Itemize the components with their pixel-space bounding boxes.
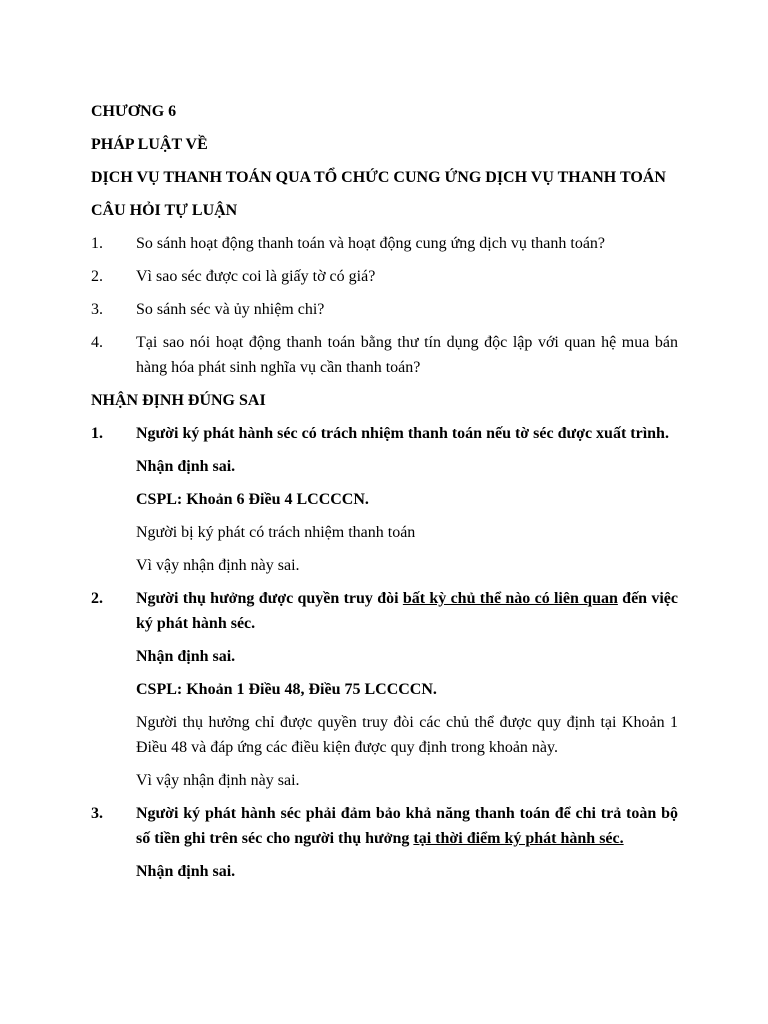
conclusion: Vì vậy nhận định này sai. (136, 557, 300, 574)
legal-basis: CSPL: Khoản 1 Điều 48, Điều 75 LCCCCN. (136, 681, 437, 698)
question-number: 3. (91, 301, 103, 318)
statement-text: Người ký phát hành séc có trách nhiệm thanh toán nếu tờ séc được xuất trình. (136, 425, 669, 442)
statement-text (136, 590, 678, 632)
question-number: 1. (91, 235, 103, 252)
statement-text (136, 805, 678, 847)
statement-2 (91, 586, 678, 636)
verdict: Nhận định sai. (136, 458, 236, 475)
essay-question (91, 330, 678, 380)
verdict: Nhận định sai. (136, 648, 236, 665)
true-false-section-title: NHẬN ĐỊNH ĐÚNG SAI (91, 392, 266, 409)
essay-question (91, 297, 678, 322)
statement-text-start: Người thụ hưởng được quyền truy đòi (136, 590, 403, 607)
statement-3 (91, 801, 678, 851)
statement-text-underlined: bất kỳ chủ thể nào có liên quan (402, 590, 618, 607)
question-text: So sánh séc và ủy nhiệm chi? (136, 301, 325, 318)
statement-text-end: đến việc ký phát hành séc. (136, 590, 679, 632)
document-body (91, 99, 678, 892)
statement-number: 2. (91, 590, 103, 607)
verdict: Nhận định sai. (136, 863, 236, 880)
question-number: 4. (91, 334, 103, 351)
explanation: Người thụ hưởng chỉ được quyền truy đòi các chủ thể được quy định tại Khoản 1 Điều 48 và đáp ứng các điều kiện được quy định trong khoản này. (136, 714, 678, 756)
chapter-subtitle: PHÁP LUẬT VỀ (91, 136, 208, 153)
essay-question (91, 231, 678, 256)
conclusion: Vì vậy nhận định này sai. (136, 772, 300, 789)
chapter-topic: DỊCH VỤ THANH TOÁN QUA TỔ CHỨC CUNG ỨNG DỊCH VỤ THANH TOÁN (91, 169, 666, 186)
statement-number: 1. (91, 425, 103, 442)
essay-question (91, 264, 678, 289)
question-text: Tại sao nói hoạt động thanh toán bằng thư tín dụng độc lập với quan hệ mua bán hàng hóa phát sinh nghĩa vụ cần thanh toán? (136, 334, 678, 376)
chapter-title: CHƯƠNG 6 (91, 103, 177, 120)
essay-section-title: CÂU HỎI TỰ LUẬN (91, 202, 238, 219)
statement-text-underlined: tại thời điểm ký phát hành séc. (413, 830, 624, 847)
statement-text-start: Người ký phát hành séc phải đảm bảo khả năng thanh toán để chi trả toàn bộ số tiền ghi trên séc cho người thụ hưởng (136, 805, 678, 847)
statement-1 (91, 421, 678, 446)
question-text: So sánh hoạt động thanh toán và hoạt động cung ứng dịch vụ thanh toán? (136, 235, 606, 252)
statement-number: 3. (91, 805, 103, 822)
question-text: Vì sao séc được coi là giấy tờ có giá? (136, 268, 376, 285)
question-number: 2. (91, 268, 103, 285)
legal-basis: CSPL: Khoản 6 Điều 4 LCCCCN. (136, 491, 369, 508)
explanation: Người bị ký phát có trách nhiệm thanh toán (136, 524, 416, 541)
